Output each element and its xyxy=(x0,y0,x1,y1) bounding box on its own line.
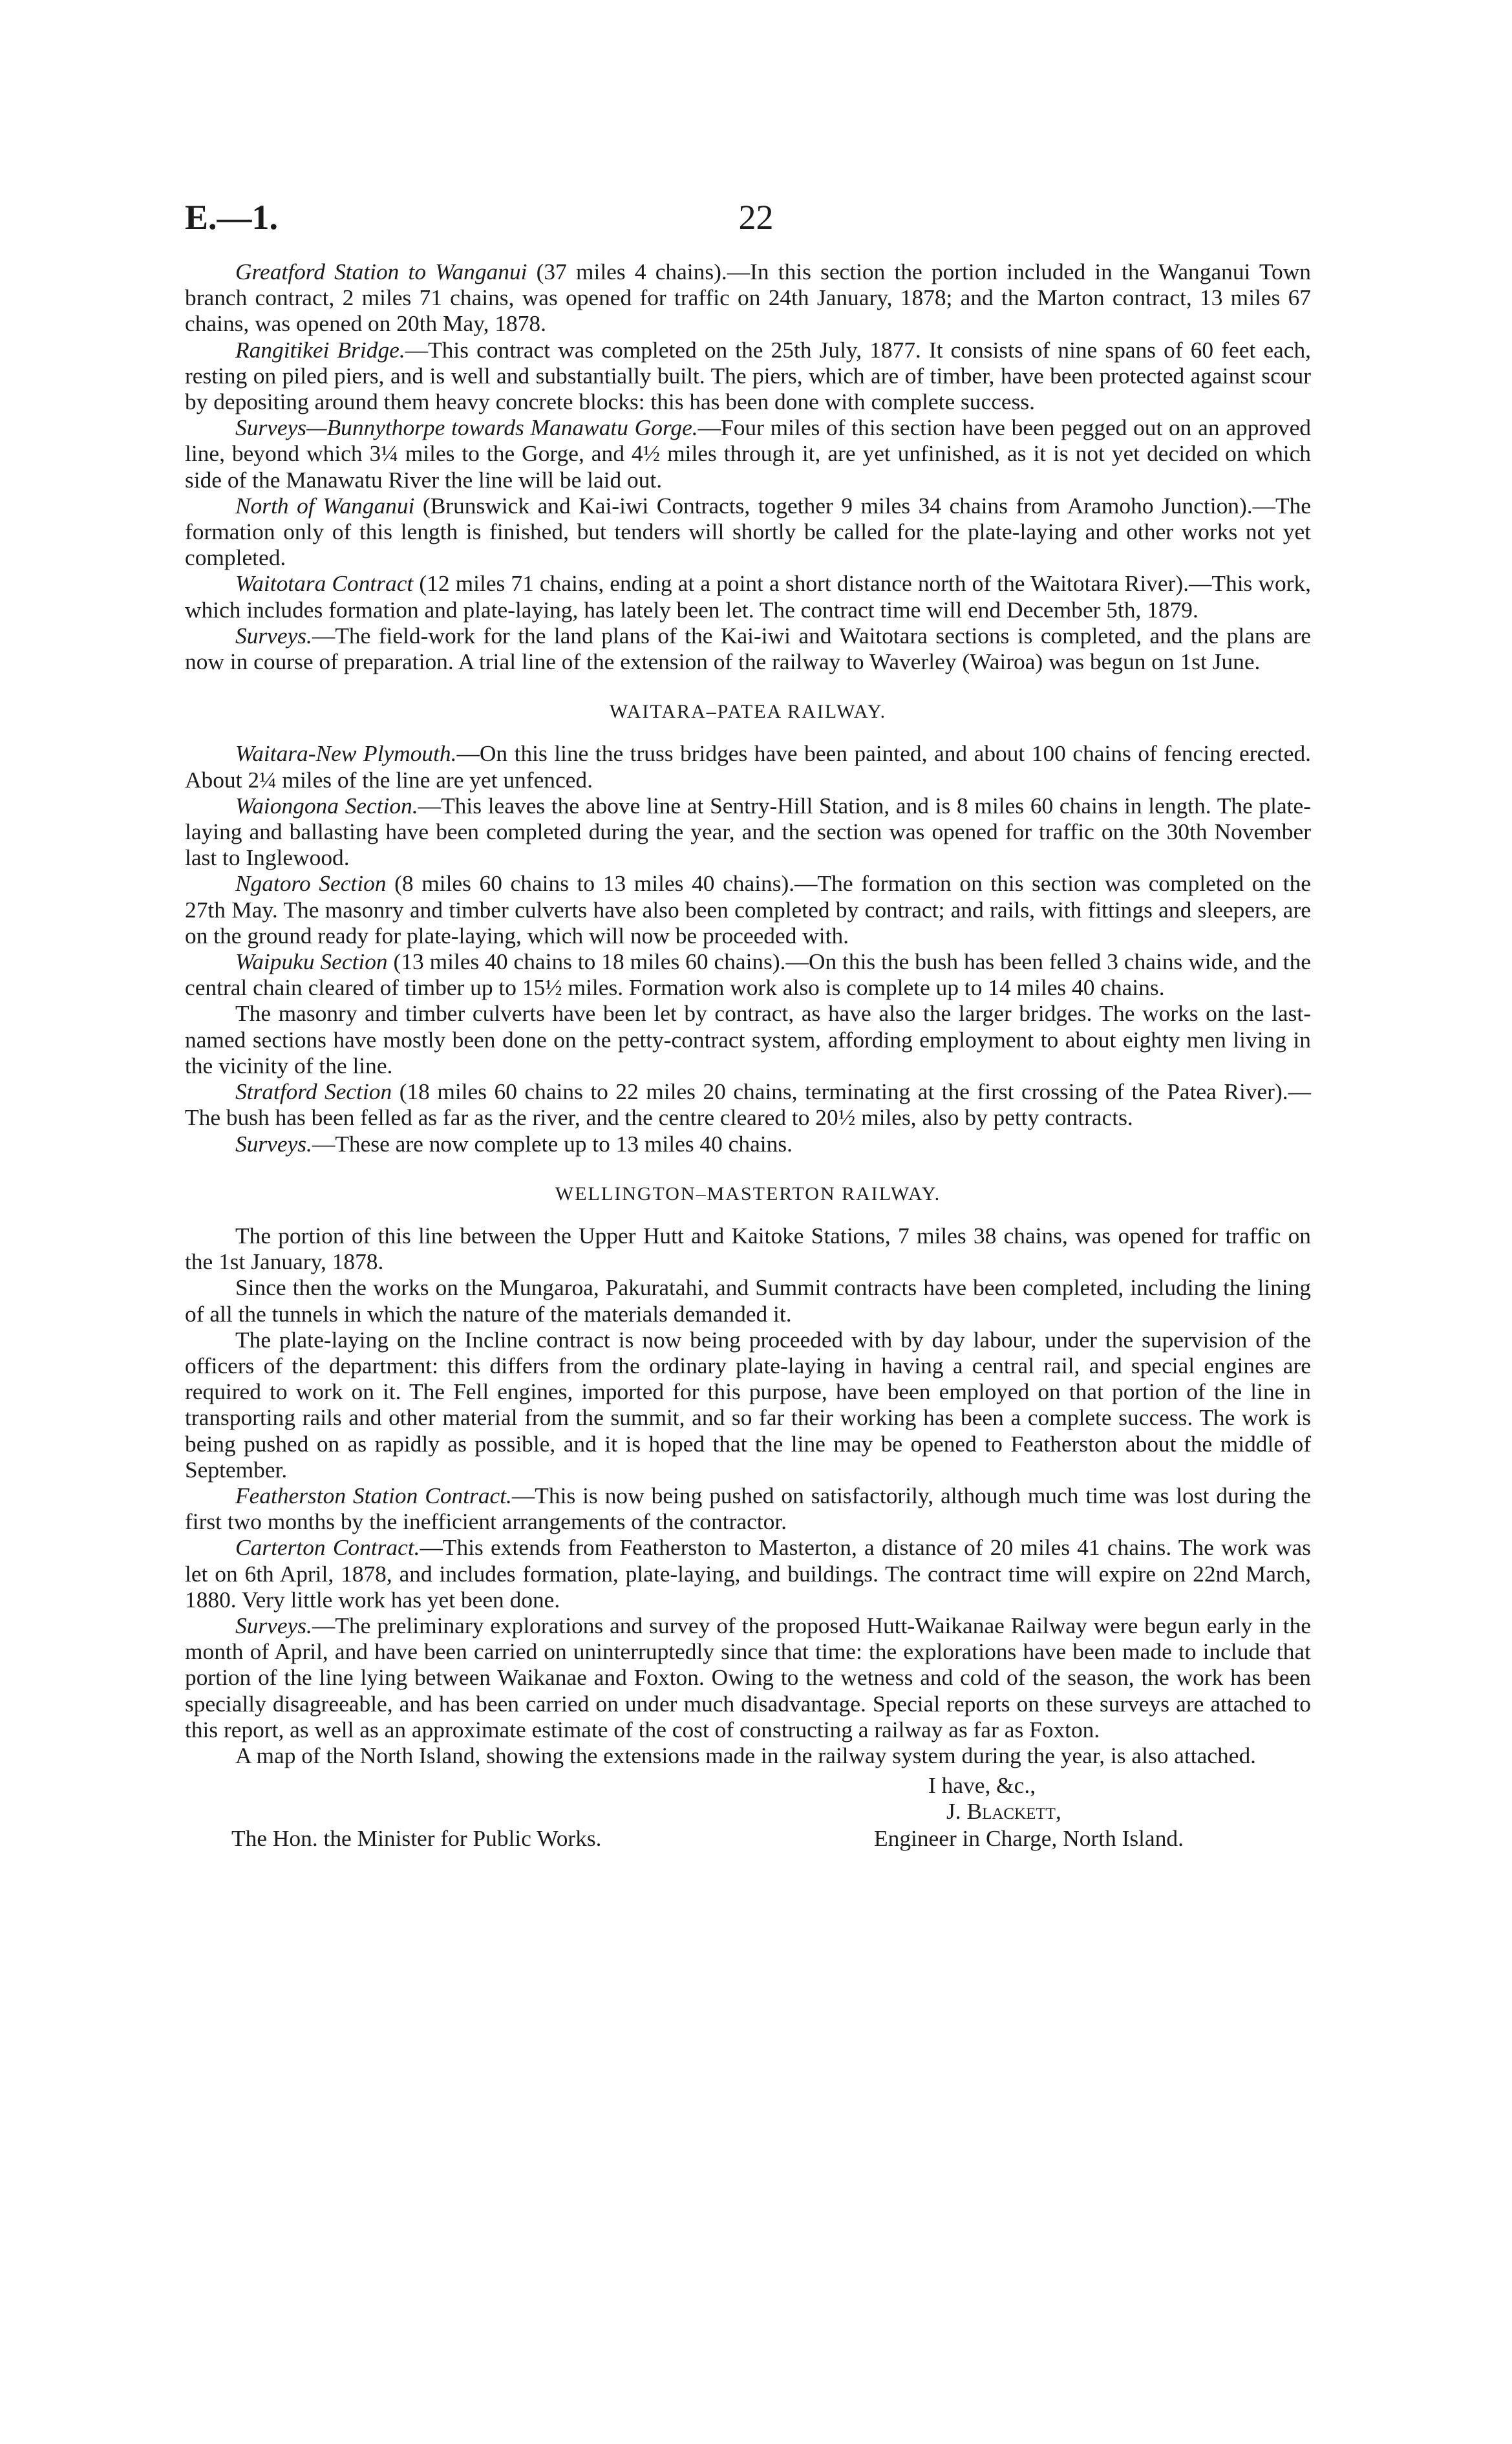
paragraph-text: —This leaves the above line at Sentry-Hill Station, and is 8 miles 60 chains in length. The plate-laying and ballasting have been completed during the year, and the section was opened for traffic on the 30th November last to Inglewood. xyxy=(185,792,1312,871)
document-reference: E.—1. xyxy=(185,198,279,237)
paragraph-text: Since then the works on the Mungaroa, Pakuratahi, and Summit contracts have been completed, including the lining of all the tunnels in which the nature of the materials demanded it. xyxy=(185,1274,1311,1327)
paragraph xyxy=(185,1742,1311,1768)
paragraph xyxy=(185,1078,1311,1130)
paragraph-lead: Carterton Contract. xyxy=(235,1534,420,1561)
paragraph-lead: Waitara-New Plymouth. xyxy=(235,740,457,767)
paragraph-lead: Surveys—Bunnythorpe towards Manawatu Gorge. xyxy=(235,414,698,441)
addressee: The Hon. the Minister for Public Works. xyxy=(231,1825,602,1852)
paragraph xyxy=(185,740,1311,792)
paragraph-text: —This extends from Featherston to Masterton, a distance of 20 miles 41 chains. The work was let on 6th April, 1878, and includes formation, plate-laying, and buildings. The contract time will expire on 22nd March, 1880. Very little work has yet been done. xyxy=(185,1534,1311,1613)
section-wellington-masterton xyxy=(185,1181,1311,1768)
paragraph xyxy=(185,259,1311,337)
paragraph xyxy=(185,493,1311,571)
page-header xyxy=(185,197,1327,249)
paragraph-text: (8 miles 60 chains to 13 miles 40 chains).—The formation on this section was completed on the 27th May. The masonry and timber culverts have also been completed by contract; and rails, with fittings and sleepers, are on the ground ready for plate-laying, which will now be proceeded with. xyxy=(185,870,1311,949)
paragraph-lead: Waitotara Contract xyxy=(235,570,414,597)
paragraph xyxy=(185,623,1311,674)
section-heading: WAITARA–PATEA RAILWAY. xyxy=(609,701,887,723)
paragraph xyxy=(185,1613,1311,1742)
page-number: 22 xyxy=(738,198,774,237)
paragraph xyxy=(185,337,1311,415)
signatory-name: J. Blackett, xyxy=(946,1798,1061,1825)
paragraph-text: —This is now being pushed on satisfactorily, although much time was lost during the first two months by the inefficient arrangements of the contractor. xyxy=(185,1482,1311,1535)
paragraph xyxy=(185,1483,1311,1534)
paragraph-text: —Four miles of this section have been pegged out on an approved line, beyond which 3¼ miles to the Gorge, and 4½ miles through it, are yet unfinished, as it is not yet decided on which side of the Manawatu River the line will be laid out. xyxy=(185,414,1311,493)
paragraph-text: —The preliminary explorations and survey of the proposed Hutt-Waikanae Railway were begun early in the month of April, and have been carried on uninterruptedly since that time: the explorations have been made to include that portion of the line lying between Waikanae and Foxton. Owing to the wetness and cold of the season, the work has been specially disagreeable, and has been carried on under much disadvantage. Special reports on these surveys are attached to this report, as well as an approximate estimate of the cost of constructing a railway as far as Foxton. xyxy=(185,1612,1311,1742)
paragraph xyxy=(185,1000,1311,1078)
paragraph-text: The portion of this line between the Upper Hutt and Kaitoke Stations, 7 miles 38 chains, was opened for traffic on the 1st January, 1878. xyxy=(185,1222,1311,1275)
paragraph xyxy=(185,414,1311,493)
paragraph xyxy=(185,949,1311,1000)
paragraph-text: (Brunswick and Kai-iwi Contracts, together 9 miles 34 chains from Aramoho Junction).—The formation only of this length is finished, but tenders will shortly be called for the plate-laying and other works not yet completed. xyxy=(185,492,1311,571)
signature-block xyxy=(185,1772,1311,1869)
paragraph-text: —The field-work for the land plans of the Kai-iwi and Waitotara sections is completed, and the plans are now in course of preparation. A trial line of the extension of the railway to Waverley (Wairoa) was begun on 1st June. xyxy=(185,622,1311,675)
paragraph xyxy=(185,793,1311,871)
paragraph-lead: Ngatoro Section xyxy=(235,870,387,897)
paragraph-text: The masonry and timber culverts have been let by contract, as have also the larger bridges. The works on the last-named sections have mostly been done on the petty-contract system, affording employment to about eighty men living in the vicinity of the line. xyxy=(185,1000,1311,1078)
paragraph-text: —This contract was completed on the 25th July, 1877. It consists of nine spans of 60 feet each, resting on piled piers, and is well and substantially built. The piers, which are of timber, have been protected against scour by depositing around them heavy concrete blocks: this has been done with complete success. xyxy=(185,336,1311,415)
paragraph xyxy=(185,1534,1311,1613)
section-north-island-main-trunk xyxy=(185,259,1311,674)
paragraph-text: The plate-laying on the Incline contract is now being proceeded with by day labour, under the supervision of the officers of the department: this differs from the ordinary plate-laying in having a central rail, and special engines are required to work on it. The Fell engines, imported for this purpose, have been employed on that portion of the line in transporting rails and other material from the summit, and so far their working has been a complete success. The work is being pushed on as rapidly as possible, and it is hoped that the line may be opened to Featherston about the middle of September. xyxy=(185,1326,1311,1483)
paragraph-text: (13 miles 40 chains to 18 miles 60 chains).—On this the bush has been felled 3 chains wide, and the central chain cleared of timber up to 15½ miles. Formation work also is complete up to 14 miles 40 chains. xyxy=(185,949,1311,1001)
paragraph-lead: Featherston Station Contract. xyxy=(235,1482,512,1508)
paragraph-lead: Waiongona Section. xyxy=(235,792,418,819)
paragraph xyxy=(185,1327,1311,1483)
paragraph-lead: Rangitikei Bridge. xyxy=(235,336,405,363)
paragraph xyxy=(185,1223,1311,1274)
paragraph-lead: Surveys. xyxy=(235,1612,312,1638)
paragraph xyxy=(185,1131,1311,1157)
paragraph-lead: Surveys. xyxy=(235,1130,312,1157)
section-waitara-patea xyxy=(185,699,1311,1156)
paragraph-text: —On this line the truss bridges have been painted, and about 100 chains of fencing erected. About 2¼ miles of the line are yet unfenced. xyxy=(185,740,1311,793)
paragraph xyxy=(185,1274,1311,1326)
paragraph-text: —These are now complete up to 13 miles 40 chains. xyxy=(312,1130,793,1157)
closing-line: I have, &c., xyxy=(928,1772,1036,1799)
document-body xyxy=(185,259,1311,1869)
paragraph xyxy=(185,870,1311,949)
section-heading: WELLINGTON–MASTERTON RAILWAY. xyxy=(555,1183,941,1205)
paragraph-text: (12 miles 71 chains, ending at a point a short distance north of the Waitotara River).—This work, which includes formation and plate-laying, has lately been let. The contract time will end December 5th, 1879. xyxy=(185,570,1311,623)
paragraph-lead: Stratford Section xyxy=(235,1078,392,1105)
paragraph-lead: Greatford Station to Wanganui xyxy=(235,259,527,284)
paragraph-lead: North of Wanganui xyxy=(235,492,415,519)
paragraph xyxy=(185,570,1311,622)
paragraph-text: (37 miles 4 chains).—In this section the portion included in the Wanganui Town branch contract, 2 miles 71 chains, was opened for traffic on 24th January, 1878; and the Marton contract, 13 miles 67 chains, was opened on 20th May, 1878. xyxy=(185,259,1311,337)
paragraph-lead: Surveys. xyxy=(235,622,312,649)
signatory-title: Engineer in Charge, North Island. xyxy=(874,1825,1184,1852)
paragraph-text: A map of the North Island, showing the extensions made in the railway system during the year, is also attached. xyxy=(235,1742,1256,1768)
paragraph-lead: Waipuku Section xyxy=(235,949,388,975)
paragraph-text: (18 miles 60 chains to 22 miles 20 chains, terminating at the first crossing of the Patea River).—The bush has been felled as far as the river, and the centre cleared to 20½ miles, also by petty contracts. xyxy=(185,1078,1311,1131)
